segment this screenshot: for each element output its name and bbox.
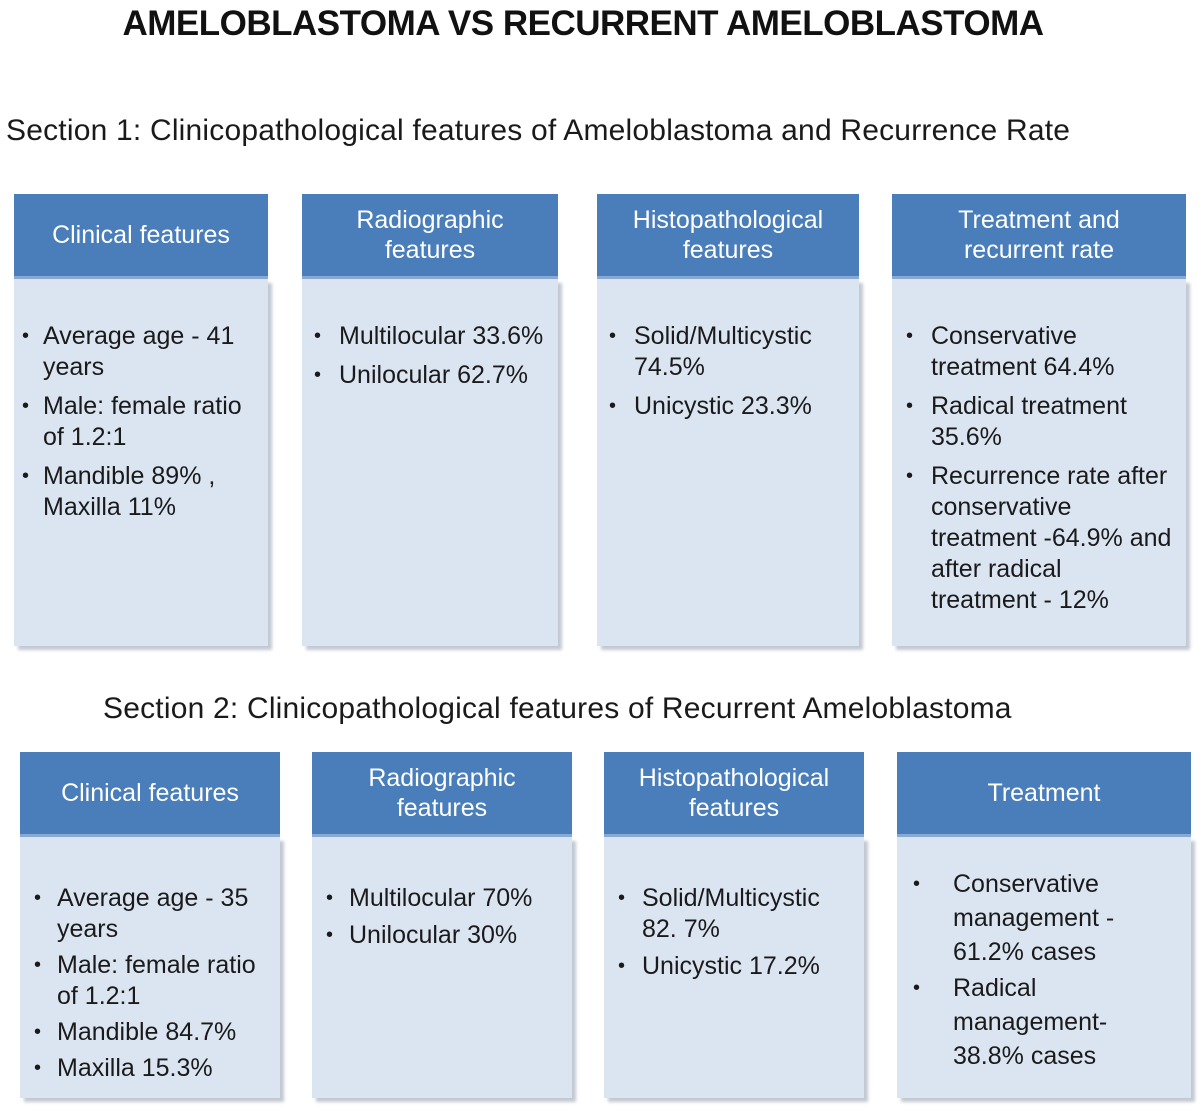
bullet-list xyxy=(618,883,858,988)
card-body xyxy=(604,837,864,1098)
card-header: Clinical features xyxy=(20,752,280,834)
list-item: • Conservative management - 61.2% cases xyxy=(913,870,1115,966)
list-item: • Mandible 89% , Maxilla 11% xyxy=(22,462,216,521)
card-header: Clinical features xyxy=(14,194,268,276)
s2-histopathological-card xyxy=(604,752,864,1098)
list-item: • Radical treatment 35.6% xyxy=(906,392,1127,451)
card-body xyxy=(892,279,1186,646)
list-item: • Solid/Multicystic 82. 7% xyxy=(618,884,820,943)
bullet-list xyxy=(22,321,258,531)
list-item: • Radical management- 38.8% cases xyxy=(913,974,1108,1070)
card-body xyxy=(20,837,280,1098)
list-item: • Recurrence rate after conservative treatment -64.9% and after radical treatment - 12% xyxy=(906,462,1172,614)
list-item: • Solid/Multicystic 74.5% xyxy=(609,322,812,381)
bullet-list xyxy=(906,321,1172,624)
card-header: Histopathological features xyxy=(604,752,864,834)
list-item: • Average age - 41 years xyxy=(22,322,235,381)
bullet-list xyxy=(314,321,548,399)
list-item: • Mandible 84.7% xyxy=(34,1018,237,1046)
s1-histopathological-card xyxy=(597,194,859,646)
section-1-heading: Section 1: Clinicopathological features of Ameloblastoma and Recurrence Rate xyxy=(6,114,1071,147)
card-body xyxy=(302,279,558,646)
list-item: • Unicystic 23.3% xyxy=(609,392,812,420)
card-header: Radiographic features xyxy=(302,194,558,276)
list-item: • Multilocular 70% xyxy=(326,884,533,912)
card-body xyxy=(312,837,572,1098)
card-body xyxy=(14,279,268,646)
card-header: Radiographic features xyxy=(312,752,572,834)
card-header: Treatment xyxy=(897,752,1191,834)
bullet-list xyxy=(609,321,851,430)
list-item: • Conservative treatment 64.4% xyxy=(906,322,1115,381)
list-item: • Male: female ratio of 1.2:1 xyxy=(34,951,256,1010)
list-item: • Multilocular 33.6% xyxy=(314,322,544,350)
list-item: • Male: female ratio of 1.2:1 xyxy=(22,392,242,451)
bullet-list xyxy=(913,867,1151,1075)
card-body xyxy=(897,837,1191,1098)
bullet-list xyxy=(34,883,270,1089)
card-header: Histopathological features xyxy=(597,194,859,276)
bullet-list xyxy=(326,883,566,957)
list-item: • Maxilla 15.3% xyxy=(34,1054,213,1082)
s1-radiographic-card xyxy=(302,194,558,646)
card-header: Treatment and recurrent rate xyxy=(892,194,1186,276)
s2-clinical-card xyxy=(20,752,280,1098)
list-item: • Unilocular 62.7% xyxy=(314,361,528,389)
list-item: • Average age - 35 years xyxy=(34,884,249,943)
list-item: • Unilocular 30% xyxy=(326,921,518,949)
s2-treatment-card xyxy=(897,752,1191,1098)
page-title: AMELOBLASTOMA VS RECURRENT AMELOBLASTOMA xyxy=(122,4,1044,43)
s1-treatment-card xyxy=(892,194,1186,646)
list-item: • Unicystic 17.2% xyxy=(618,952,820,980)
s1-clinical-card xyxy=(14,194,268,646)
card-body xyxy=(597,279,859,646)
s2-radiographic-card xyxy=(312,752,572,1098)
section-2-heading: Section 2: Clinicopathological features of Recurrent Ameloblastoma xyxy=(103,692,1012,725)
